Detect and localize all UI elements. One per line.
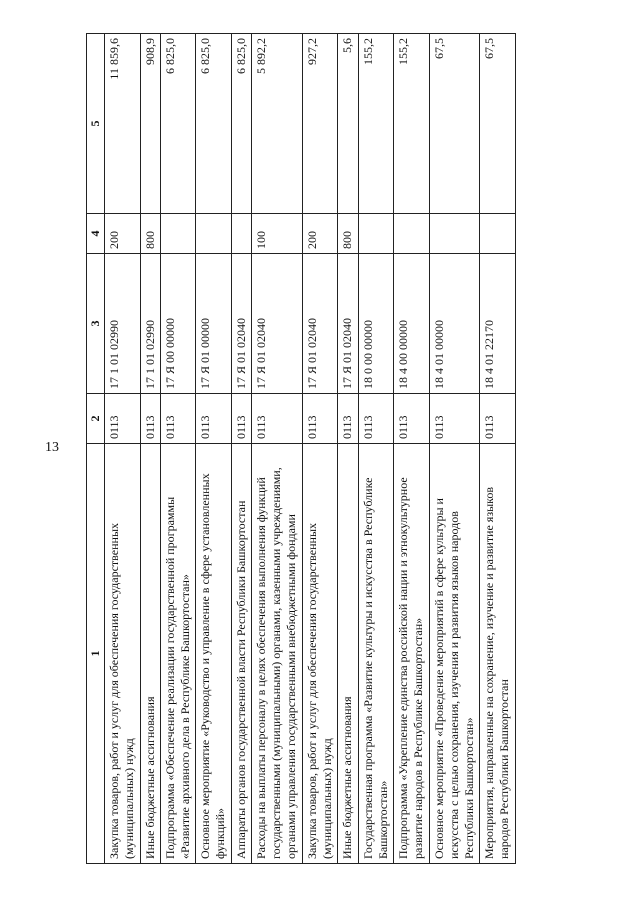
row-target-code: 18 0 00 00000 [358,254,394,394]
row-target-code: 17 Я 01 02040 [338,254,358,394]
row-expense-type [231,214,251,254]
row-target-code: 17 1 01 02990 [105,254,141,394]
row-target-code: 17 Я 01 02040 [302,254,338,394]
row-description: Государственная программа «Развитие культуры и искусства в Республике Башкортостан» [358,444,394,864]
page-number: 13 [45,440,59,455]
row-expense-type [160,214,196,254]
row-target-code: 17 Я 01 02040 [231,254,251,394]
row-section-code: 0113 [196,394,232,444]
table-row [302,34,338,864]
row-expense-type: 200 [302,214,338,254]
header-cell: 5 [87,34,105,214]
row-section-code: 0113 [231,394,251,444]
row-section-code: 0113 [338,394,358,444]
row-target-code: 17 Я 01 02040 [252,254,303,394]
table-row [358,34,394,864]
row-amount: 155,2 [394,34,430,214]
row-section-code: 0113 [105,394,141,444]
row-description: Мероприятия, направленные на сохранение, изучение и развитие языков народов Республики Башкортостан [480,444,516,864]
row-section-code: 0113 [429,394,480,444]
row-section-code: 0113 [140,394,160,444]
table-row [160,34,196,864]
row-amount: 5,6 [338,34,358,214]
row-description: Аппараты органов государственной власти Республики Башкортостан [231,444,251,864]
row-target-code: 18 4 01 22170 [480,254,516,394]
header-cell: 3 [87,254,105,394]
table-row [196,34,232,864]
row-section-code: 0113 [480,394,516,444]
row-amount: 908,9 [140,34,160,214]
row-description: Закупка товаров, работ и услуг для обеспечения государственных (муниципальных) нужд [302,444,338,864]
row-expense-type [196,214,232,254]
row-target-code: 18 4 00 00000 [394,254,430,394]
row-target-code: 17 Я 01 00000 [196,254,232,394]
rotated-table-wrapper [86,34,516,864]
table-row [429,34,480,864]
table-row [338,34,358,864]
row-amount: 927,2 [302,34,338,214]
row-description: Основное мероприятие «Руководство и управление в сфере установленных функций» [196,444,232,864]
row-amount: 6 825,0 [196,34,232,214]
table-row [231,34,251,864]
row-amount: 6 825,0 [160,34,196,214]
row-amount: 5 892,2 [252,34,303,214]
header-cell: 4 [87,214,105,254]
row-amount: 11 859,6 [105,34,141,214]
table-row [394,34,430,864]
row-section-code: 0113 [160,394,196,444]
row-expense-type [358,214,394,254]
row-section-code: 0113 [302,394,338,444]
row-expense-type [480,214,516,254]
header-row [87,34,105,864]
header-cell: 1 [87,444,105,864]
table-row [252,34,303,864]
header-cell: 2 [87,394,105,444]
row-section-code: 0113 [358,394,394,444]
row-description: Иные бюджетные ассигнования [140,444,160,864]
row-description: Подпрограмма «Обеспечение реализации государственной программы «Развитие архивного дела в Республике Башкортостан» [160,444,196,864]
row-expense-type: 800 [338,214,358,254]
row-amount: 155,2 [358,34,394,214]
row-target-code: 17 1 01 02990 [140,254,160,394]
row-expense-type: 100 [252,214,303,254]
row-target-code: 18 4 01 00000 [429,254,480,394]
table-row [140,34,160,864]
row-amount: 67,5 [429,34,480,214]
row-expense-type [429,214,480,254]
row-section-code: 0113 [252,394,303,444]
row-description: Иные бюджетные ассигнования [338,444,358,864]
row-description: Основное мероприятие «Проведение мероприятий в сфере культуры и искусства с целью сохранения, изучения и развития языков народов Республики Башкортостан» [429,444,480,864]
table-row [480,34,516,864]
row-amount: 6 825,0 [231,34,251,214]
row-target-code: 17 Я 00 00000 [160,254,196,394]
row-section-code: 0113 [394,394,430,444]
table-row [105,34,141,864]
budget-table [86,33,516,864]
row-expense-type [394,214,430,254]
row-expense-type: 800 [140,214,160,254]
row-description: Подпрограмма «Укрепление единства российской нации и этнокультурное развитие народов в Республике Башкортостан» [394,444,430,864]
row-description: Закупка товаров, работ и услуг для обеспечения государственных (муниципальных) нужд [105,444,141,864]
row-description: Расходы на выплаты персоналу в целях обеспечения выполнения функций государственными (муниципальными) органами, казенными учреждениями, органами управления государственными внебюджетными фондами [252,444,303,864]
row-amount: 67,5 [480,34,516,214]
row-expense-type: 200 [105,214,141,254]
